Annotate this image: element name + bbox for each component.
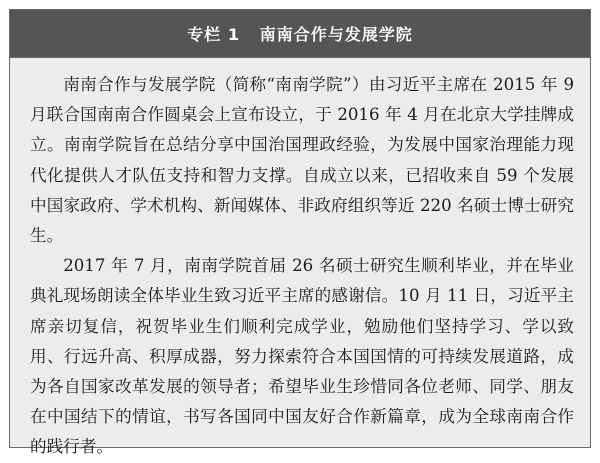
box-content <box>10 58 590 463</box>
box-title-label: 专栏 1 <box>187 25 240 44</box>
sidebar-box <box>9 9 591 457</box>
paragraph-1: 南南合作与发展学院（简称“南南学院”）由习近平主席在 2015 年 9 月联合国南南合作圆桌会上宣布设立，于 2016 年 4 月在北京大学挂牌成立。南南学院旨在总结分享中国治国理政经验，为发展中国家治理能力现代化提供人才队伍支持和智力支撑。自成立以来，已招收来自 59 个发展中国家政府、学术机构、新闻媒体、非政府组织等近 220 名硕士博士研究生。 <box>30 75 574 246</box>
paragraph-2: 2017 年 7 月，南南学院首届 26 名硕士研究生顺利毕业，并在毕业典礼现场朗读全体毕业生致习近平主席的感谢信。10 月 11 日，习近平主席亲切复信，祝贺毕业生们顺利完成学业，勉励他们坚持学习、学以致用、行远升高、积厚成器，努力探索符合本国国情的可持续发展道路，成为各自国家改革发展的领导者；希望毕业生珍惜同各位老师、同学、朋友在中国结下的情谊，书写各国同中国友好合作新篇章，成为全球南南合作的践行者。 <box>30 256 574 457</box>
box-title <box>187 22 412 45</box>
box-header <box>10 10 590 58</box>
box-title-text: 南南合作与发展学院 <box>259 25 413 44</box>
